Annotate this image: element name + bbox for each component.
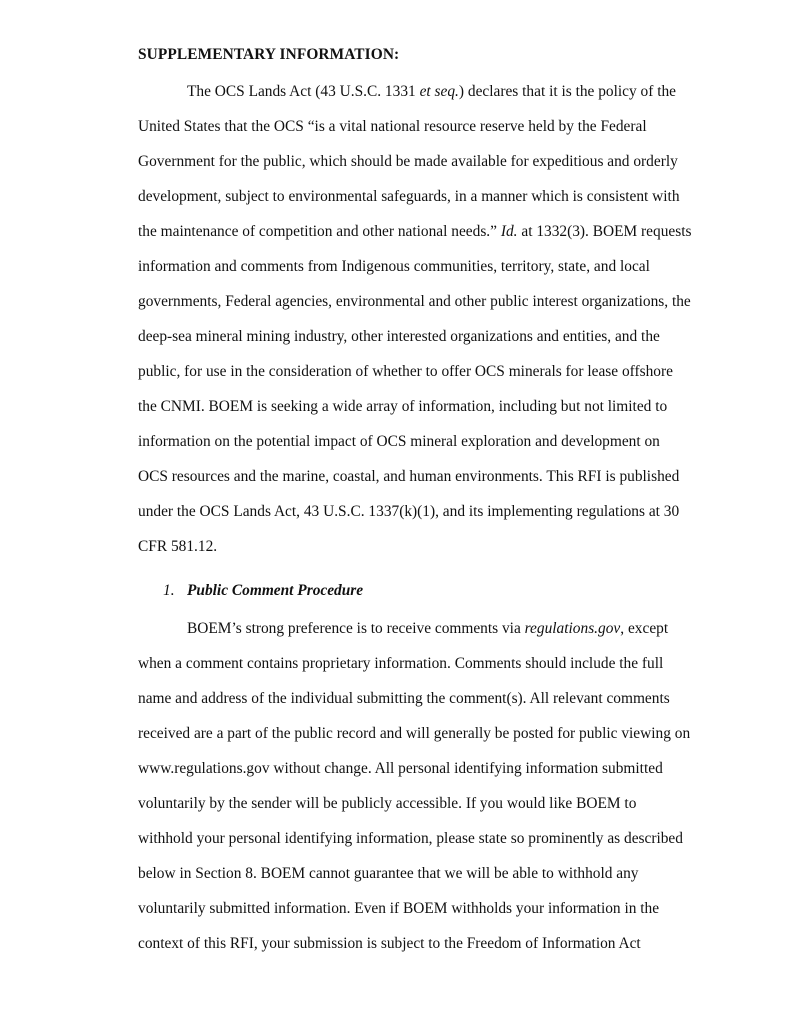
paragraph-line: voluntarily by the sender will be publicly accessible. If you would like BOEM to (138, 795, 637, 812)
italic-link-text: regulations.gov (524, 620, 621, 637)
paragraph-line: name and address of the individual submitting the comment(s). All relevant comments (138, 690, 670, 707)
paragraph-line: OCS resources and the marine, coastal, and human environments. This RFI is published (138, 468, 680, 485)
paragraph-line: under the OCS Lands Act, 43 U.S.C. 1337(k)(1), and its implementing regulations at 30 (138, 503, 680, 520)
paragraph-line: Government for the public, which should be made available for expeditious and orderly (138, 153, 678, 170)
paragraph-line: development, subject to environmental safeguards, in a manner which is consistent with (138, 188, 680, 205)
paragraph-line: United States that the OCS “is a vital national resource reserve held by the Federal (138, 118, 647, 135)
section-heading: SUPPLEMENTARY INFORMATION: (138, 46, 400, 63)
text-run: , except (620, 620, 669, 637)
paragraph-line: when a comment contains proprietary information. Comments should include the full (138, 655, 664, 672)
paragraph-line: governments, Federal agencies, environmental and other public interest organizations, the (138, 293, 691, 310)
paragraph-line: below in Section 8. BOEM cannot guarantee that we will be able to withhold any (138, 865, 639, 882)
section-number: 1. (163, 582, 175, 599)
italic-text-run: et seq. (419, 83, 459, 100)
text-run: ) declares that it is the policy of the (458, 83, 677, 100)
italic-text-run: Id. (500, 223, 518, 240)
paragraph-line: www.regulations.gov without change. All personal identifying information submitted (138, 760, 663, 777)
paragraph-line: information on the potential impact of OCS mineral exploration and development on (138, 433, 660, 450)
paragraph-line: CFR 581.12. (138, 538, 218, 555)
paragraph-line: the CNMI. BOEM is seeking a wide array of information, including but not limited to (138, 398, 668, 415)
paragraph-line: deep-sea mineral mining industry, other interested organizations and entities, and the (138, 328, 660, 345)
paragraph-line (187, 83, 676, 101)
text-run: The OCS Lands Act (43 U.S.C. 1331 (187, 83, 420, 100)
paragraph-line: information and comments from Indigenous communities, territory, state, and local (138, 258, 650, 275)
text-run: BOEM’s strong preference is to receive comments via (187, 620, 525, 637)
paragraph-line: voluntarily submitted information. Even if BOEM withholds your information in the (138, 900, 660, 917)
paragraph-line (138, 223, 692, 241)
paragraph-line: received are a part of the public record and will generally be posted for public viewing on (138, 725, 691, 742)
paragraph-line: public, for use in the consideration of whether to offer OCS minerals for lease offshore (138, 363, 673, 380)
text-run: at 1332(3). BOEM requests (517, 223, 692, 240)
paragraph-line (187, 620, 668, 638)
text-run: the maintenance of competition and other national needs.” (138, 223, 501, 240)
section-title: Public Comment Procedure (187, 582, 364, 599)
paragraph-line: context of this RFI, your submission is subject to the Freedom of Information Act (138, 935, 641, 952)
paragraph-line: withhold your personal identifying information, please state so prominently as described (138, 830, 683, 847)
